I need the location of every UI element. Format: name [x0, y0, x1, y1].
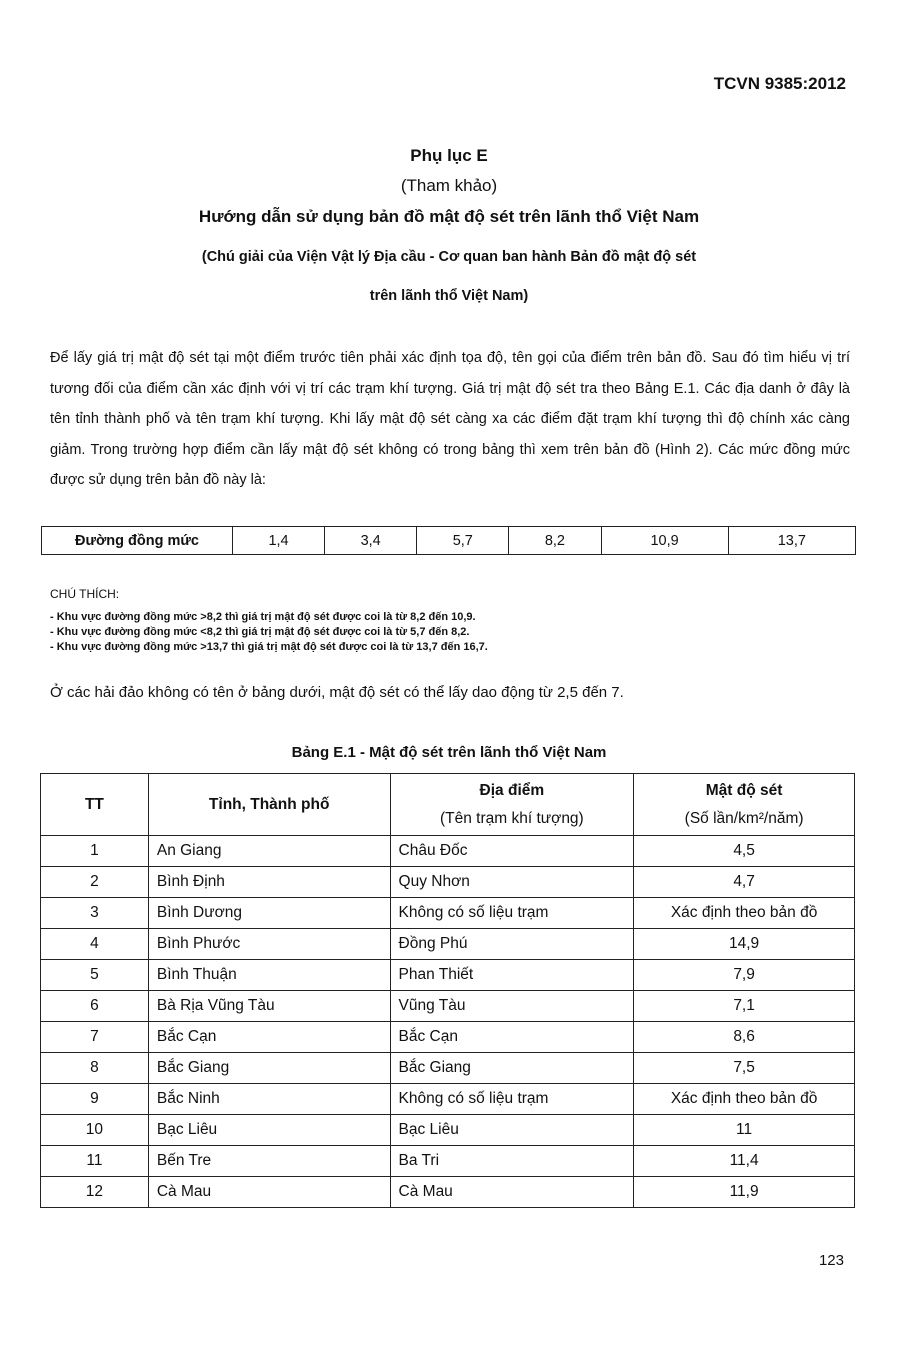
- table-row: [41, 1084, 855, 1115]
- note-item: - Khu vực đường đồng mức >8,2 thì giá trị mật độ sét được coi là từ 8,2 đến 10,9.: [50, 610, 488, 625]
- row-density: 11,4: [634, 1146, 855, 1177]
- note-item: - Khu vực đường đồng mức >13,7 thì giá trị mật độ sét được coi là từ 13,7 đến 16,7.: [50, 640, 488, 655]
- row-tt: 5: [41, 960, 149, 991]
- row-province: Bến Tre: [148, 1146, 390, 1177]
- row-tt: 8: [41, 1053, 149, 1084]
- row-province: An Giang: [148, 836, 390, 867]
- header-location: [390, 774, 634, 836]
- row-tt: 11: [41, 1146, 149, 1177]
- note-item: - Khu vực đường đồng mức <8,2 thì giá trị mật độ sét được coi là từ 5,7 đến 8,2.: [50, 625, 488, 640]
- row-tt: 2: [41, 867, 149, 898]
- row-tt: 9: [41, 1084, 149, 1115]
- row-density: 4,5: [634, 836, 855, 867]
- row-density: 14,9: [634, 929, 855, 960]
- row-tt: 7: [41, 1022, 149, 1053]
- lightning-density-table: [40, 773, 855, 1208]
- row-station: Bạc Liêu: [390, 1115, 634, 1146]
- page-number: 123: [818, 1252, 844, 1269]
- row-province: Bạc Liêu: [148, 1115, 390, 1146]
- row-station: Không có số liệu trạm: [390, 1084, 634, 1115]
- row-tt: 4: [41, 929, 149, 960]
- table-caption: Bảng E.1 - Mật độ sét trên lãnh thổ Việt Nam: [291, 744, 607, 761]
- table-row: [41, 991, 855, 1022]
- row-tt: 12: [41, 1177, 149, 1208]
- row-station: Quy Nhơn: [390, 867, 634, 898]
- row-tt: 3: [41, 898, 149, 929]
- row-density: Xác định theo bản đồ: [634, 898, 855, 929]
- contour-value: 1,4: [233, 527, 325, 555]
- row-province: Bắc Cạn: [148, 1022, 390, 1053]
- table-row: [41, 1115, 855, 1146]
- row-province: Bình Thuận: [148, 960, 390, 991]
- row-station: Cà Mau: [390, 1177, 634, 1208]
- contour-value: 13,7: [728, 527, 855, 555]
- annex-note-line2: trên lãnh thổ Việt Nam): [369, 288, 529, 304]
- table-row: [41, 1053, 855, 1084]
- header-density: [634, 774, 855, 836]
- contour-value: 5,7: [417, 527, 509, 555]
- contour-value: 10,9: [601, 527, 728, 555]
- notes-list: [50, 610, 488, 655]
- row-province: Bắc Ninh: [148, 1084, 390, 1115]
- contour-row: [42, 527, 856, 555]
- header-tt: TT: [41, 774, 149, 836]
- row-density: 4,7: [634, 867, 855, 898]
- row-province: Bình Phước: [148, 929, 390, 960]
- row-tt: 6: [41, 991, 149, 1022]
- intro-paragraph: Để lấy giá trị mật độ sét tại một điểm trước tiên phải xác định tọa độ, tên gọi của điểm trên bản đồ. Sau đó tìm hiểu vị trí tương đối của điểm cần xác định với vị trí các trạm khí tượng. Giá trị mật độ sét tra theo Bảng E.1. Các địa danh ở đây là tên tỉnh thành phố và tên trạm khí tượng. Khi lấy mật độ sét càng xa các điểm đặt trạm khí tượng thì độ chính xác càng giảm. Trong trường hợp điểm cần lấy mật độ sét không có trong bảng thì xem trên bản đồ (Hình 2). Các mức đồng mức được sử dụng trên bản đồ này là:: [50, 350, 850, 488]
- row-density: 11: [634, 1115, 855, 1146]
- row-tt: 10: [41, 1115, 149, 1146]
- header-location-sub: (Tên trạm khí tượng): [440, 809, 584, 827]
- standard-code: TCVN 9385:2012: [713, 74, 846, 93]
- header-density-sub: (Số lần/km²/năm): [684, 809, 804, 827]
- table-header-row: [41, 774, 855, 836]
- table-row: [41, 867, 855, 898]
- annex-title: Phụ lục E: [410, 146, 488, 165]
- table-row: [41, 898, 855, 929]
- contour-label: Đường đồng mức: [42, 527, 233, 555]
- row-station: Châu Đốc: [390, 836, 634, 867]
- row-tt: 1: [41, 836, 149, 867]
- row-province: Bà Rịa Vũng Tàu: [148, 991, 390, 1022]
- row-density: 7,1: [634, 991, 855, 1022]
- row-station: Không có số liệu trạm: [390, 898, 634, 929]
- table-row: [41, 1022, 855, 1053]
- table-row: [41, 1177, 855, 1208]
- row-station: Bắc Giang: [390, 1053, 634, 1084]
- annex-heading: Hướng dẫn sử dụng bản đồ mật độ sét trên lãnh thổ Việt Nam: [198, 207, 700, 226]
- row-density: Xác định theo bản đồ: [634, 1084, 855, 1115]
- row-density: 7,5: [634, 1053, 855, 1084]
- annex-note-line1: (Chú giải của Viện Vật lý Địa cầu - Cơ quan ban hành Bản đồ mật độ sét: [201, 249, 697, 265]
- row-province: Bình Dương: [148, 898, 390, 929]
- row-station: Ba Tri: [390, 1146, 634, 1177]
- row-density: 7,9: [634, 960, 855, 991]
- table-row: [41, 836, 855, 867]
- contour-value: 3,4: [325, 527, 417, 555]
- row-station: Đồng Phú: [390, 929, 634, 960]
- header-density-title: Mật độ sét: [705, 781, 783, 799]
- header-location-title: Địa điểm: [479, 781, 545, 799]
- contour-table: [41, 526, 856, 555]
- row-station: Bắc Cạn: [390, 1022, 634, 1053]
- row-station: Phan Thiết: [390, 960, 634, 991]
- row-station: Vũng Tàu: [390, 991, 634, 1022]
- contour-value: 8,2: [509, 527, 601, 555]
- row-province: Bắc Giang: [148, 1053, 390, 1084]
- row-province: Cà Mau: [148, 1177, 390, 1208]
- row-density: 8,6: [634, 1022, 855, 1053]
- row-province: Bình Định: [148, 867, 390, 898]
- table-row: [41, 929, 855, 960]
- annex-type: (Tham khảo): [400, 176, 498, 195]
- notes-title: CHÚ THÍCH:: [50, 587, 120, 601]
- islands-paragraph: Ở các hải đảo không có tên ở bảng dưới, mật độ sét có thể lấy dao động từ 2,5 đến 7.: [50, 684, 624, 701]
- table-row: [41, 960, 855, 991]
- header-province: Tỉnh, Thành phố: [148, 774, 390, 836]
- row-density: 11,9: [634, 1177, 855, 1208]
- table-row: [41, 1146, 855, 1177]
